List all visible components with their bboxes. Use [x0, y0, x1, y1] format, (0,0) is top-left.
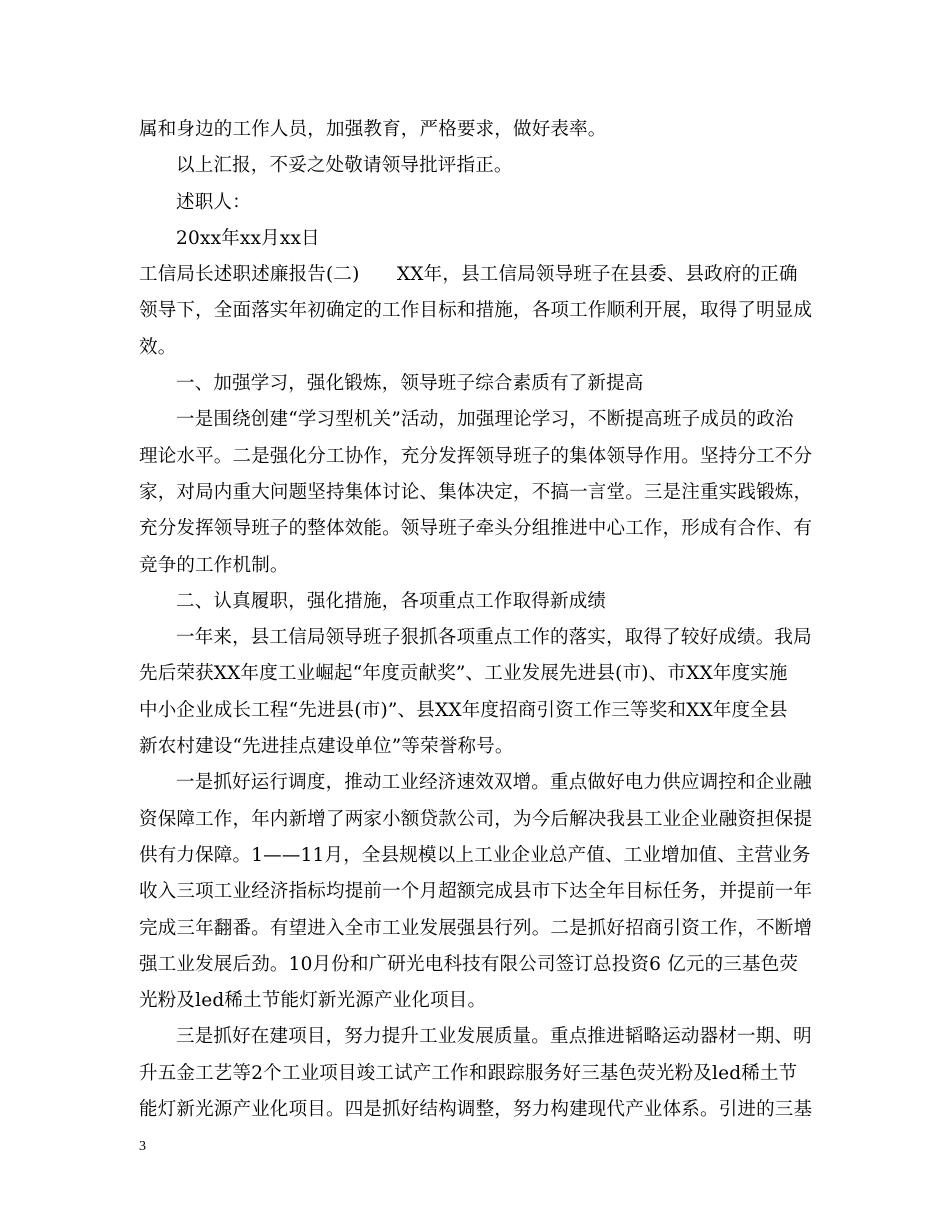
text-line: 述职人： — [176, 191, 251, 213]
text-line: 中小企业成长工程“先进县(市)”、县XX年度招商引资工作三等奖和XX年度全县 — [139, 699, 788, 721]
text-line: 属和身边的工作人员，加强教育，严格要求，做好表率。 — [139, 119, 607, 140]
text-line: 以上汇报，不妥之处敬请领导批评指正。 — [176, 155, 513, 177]
text-line: 供有力保障。1——11月，全县规模以上工业企业总产值、工业增加值、主营业务 — [139, 844, 811, 866]
text-line: 升五金工艺等2个工业项目竣工试产工作和跟踪服务好三基色荧光粉及led稀土节 — [139, 1062, 798, 1084]
document-body — [139, 112, 815, 1128]
text-line: 效。 — [139, 336, 177, 358]
text-line: 家，对局内重大问题坚持集体讨论、集体决定，不搞一言堂。三是注重实践锻炼， — [139, 481, 813, 503]
text-line: 一年来，县工信局领导班子狠抓各项重点工作的落实，取得了较好成绩。我局 — [176, 627, 812, 649]
text-line: 资保障工作，年内新增了两家小额贷款公司，为今后解决我县工业企业融资担保提 — [139, 808, 813, 830]
text-line: 二、认真履职，强化措施，各项重点工作取得新成绩 — [176, 590, 607, 612]
text-line: 光粉及led稀土节能灯新光源产业化项目。 — [139, 990, 487, 1012]
text-line: 工信局长述职述廉报告(二) XX年，县工信局领导班子在县委、县政府的正确 — [139, 264, 798, 286]
text-line: 领导下，全面落实年初确定的工作目标和措施，各项工作顺利开展，取得了明显成 — [139, 300, 813, 322]
text-line: 收入三项工业经济指标均提前一个月超额完成县市下达全年目标任务，并提前一年 — [139, 881, 813, 903]
text-line: 先后荣获XX年度工业崛起“年度贡献奖”、工业发展先进县(市)、市XX年度实施 — [139, 663, 788, 685]
text-line: 能灯新光源产业化项目。四是抓好结构调整，努力构建现代产业体系。引进的三基 — [139, 1099, 813, 1121]
text-line: 完成三年翻番。有望进入全市工业发展强县行列。二是抓好招商引资工作，不断增 — [139, 917, 813, 939]
text-line: 强工业发展后劲。10月份和广研光电科技有限公司签订总投资6 亿元的三基色荧 — [139, 953, 799, 975]
text-line: 竞争的工作机制。 — [139, 554, 289, 576]
text-line: 三是抓好在建项目，努力提升工业发展质量。重点推进韬略运动器材一期、明 — [176, 1026, 812, 1048]
page-number: 3 — [139, 1139, 146, 1154]
text-line: 20xx年xx月xx日 — [176, 227, 320, 249]
text-line: 新农村建设“先进挂点建设单位”等荣誉称号。 — [139, 736, 514, 758]
text-line: 一是抓好运行调度，推动工业经济速效双增。重点做好电力供应调控和企业融 — [176, 772, 812, 794]
text-line: 一是围绕创建“学习型机关”活动，加强理论学习，不断提高班子成员的政治 — [176, 409, 794, 431]
text-line: 理论水平。二是强化分工协作，充分发挥领导班子的集体领导作用。坚持分工不分 — [139, 445, 813, 467]
text-line: 一、加强学习，强化锻炼，领导班子综合素质有了新提高 — [176, 373, 644, 395]
text-line: 充分发挥领导班子的整体效能。领导班子牵头分组推进中心工作，形成有合作、有 — [139, 518, 813, 540]
